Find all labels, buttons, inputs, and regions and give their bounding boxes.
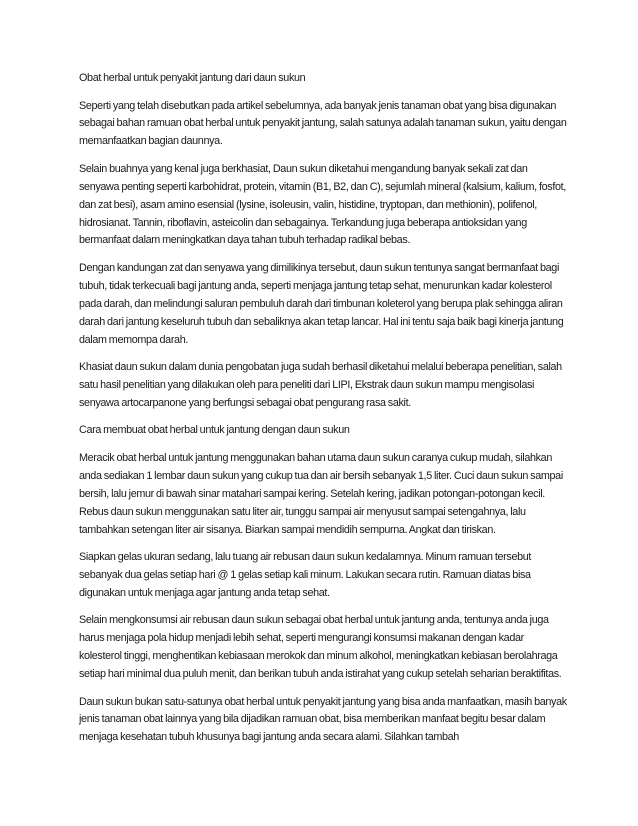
paragraph: Siapkan gelas ukuran sedang, lalu tuang air rebusan daun sukun kedalamnya. Minum ramuan tersebut sebanyak dua gelas setiap hari @ 1 gelas setiap kali minum. Lakukan secara rutin. Ramuan diatas bisa digunakan untuk menjaga agar jantung anda tetap sehat. (79, 551, 532, 599)
paragraph: Selain mengkonsumsi air rebusan daun sukun sebagai obat herbal untuk jantung anda, tentunya anda juga harus menjaga pola hidup menjadi lebih sehat, seperti mengurangi konsumsi makanan dengan kadar kolesterol tinggi, menghentikan kebiasaan merokok dan minum alkohol, meningkatkan kebiasan berolahraga setiap hari minimal dua puluh menit, dan berikan tubuh anda istirahat yang cukup setelah seharian beraktifitas. (79, 614, 562, 681)
paragraph: Meracik obat herbal untuk jantung menggunakan bahan utama daun sukun caranya cukup mudah, silahkan anda sediakan 1 lembar daun sukun yang cukup tua dan air bersih sebanyak 1,5 liter. Cuci daun sukun sampai bersih, lalu jemur di bawah sinar matahari sampai kering. Setelah kering, jadikan potongan-potongan kecil. Rebus daun sukun menggunakan satu liter air, tunggu sampai air menyusut sampai setengahnya, lalu tambahkan setengan liter air sisanya. Biarkan sampai mendidih sempurna. Angkat dan tiriskan. (79, 451, 563, 536)
paragraph: Selain buahnya yang kenal juga berkhasiat, Daun sukun diketahui mengandung banyak sekali zat dan senyawa penting seperti karbohidrat, protein, vitamin (B1, B2, dan C), sejumlah mineral (kalsium, kalium, fosfot, dan zat besi), asam amino esensial (lysine, isoleusin, valin, histidine, tryptopan, dan methionin), polifenol, hidrosianat. Tannin, riboflavin, asteicolin dan sebagainya. Terkandung juga beberapa antioksidan yang bermanfaat dalam meningkatkan daya tahan tubuh terhadap radikal bebas. (79, 162, 566, 247)
section-heading: Cara membuat obat herbal untuk jantung dengan daun sukun (79, 424, 350, 437)
paragraph: Dengan kandungan zat dan senyawa yang dimilikinya tersebut, daun sukun tentunya sangat bermanfaat bagi tubuh, tidak terkecuali bagi jantung anda, seperti menjaga jantung tetap sehat, menurunkan kadar kolesterol pada darah, dan melindungi saluran pembuluh darah dari timbunan koleterol yang berupa plak sehingga aliran darah dari jantung keseluruh tubuh dan sebaliknya akan tetap lancar. Hal ini tentu saja baik bagi kinerja jantung dalam memompa darah. (79, 261, 564, 346)
section-heading: Obat herbal untuk penyakit jantung dari daun sukun (79, 72, 306, 84)
paragraph: Khasiat daun sukun dalam dunia pengobatan juga sudah berhasil diketahui melalui beberapa penelitian, salah satu hasil penelitian yang dilakukan oleh para peneliti dari LIPI, Ekstrak daun sukun mampu mengisolasi senyawa artocarpanone yang berfungsi sebagai obat pengurang rasa sakit. (79, 361, 562, 409)
paragraph: Daun sukun bukan satu-satunya obat herbal untuk penyakit jantung yang bisa anda manfaatkan, masih banyak jenis tanaman obat lainnya yang bila dijadikan ramuan obat, bisa memberikan manfaat begitu besar dalam menjaga kesehatan tubuh khusunya bagi jantung anda secara alami. Silahkan tambah (79, 695, 567, 744)
paragraph: Seperti yang telah disebutkan pada artikel sebelumnya, ada banyak jenis tanaman obat yang bisa digunakan sebagai bahan ramuan obat herbal untuk penyakit jantung, salah satunya adalah tanaman sukun, yaitu dengan memanfaatkan bagian daunnya. (79, 99, 567, 148)
document-body (79, 70, 567, 757)
